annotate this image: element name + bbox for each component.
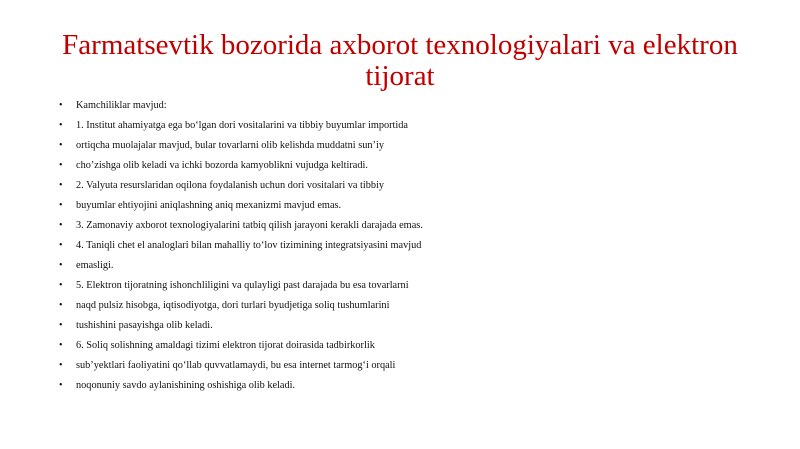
bullet-item: • emasligi.: [59, 259, 759, 279]
bullet-item: • sub’yektlari faoliyatini qo‘llab quvvatlamaydi, bu esa internet tarmog‘i orqali: [59, 359, 759, 379]
bullet-item: • 6. Soliq solishning amaldagi tizimi elektron tijorat doirasida tadbirkorlik: [59, 339, 759, 359]
bullet-item: • 3. Zamonaviy axborot texnologiyalarini tatbiq qilish jarayoni kerakli darajada emas.: [59, 219, 759, 239]
bullet-item: • Kamchiliklar mavjud:: [59, 99, 759, 119]
bullet-item: • 4. Taniqli chet el analoglari bilan mahalliy to‘lov tizimining integratsiyasini mavjud: [59, 239, 759, 259]
slide-title: Farmatsevtik bozorida axborot texnologiyalari va elektron tijorat: [62, 29, 738, 92]
bullet-item: • 2. Valyuta resurslaridan oqilona foydalanish uchun dori vositalari va tibbiy: [59, 179, 759, 199]
bullet-item: • 1. Institut ahamiyatga ega bo‘lgan dori vositalarini va tibbiy buyumlar importida: [59, 119, 759, 139]
bullet-list: [59, 99, 759, 399]
bullet-item: • cho’zishga olib keladi va ichki bozorda kamyoblikni vujudga keltiradi.: [59, 159, 759, 179]
bullet-item: • ortiqcha muolajalar mavjud, bular tovarlarni olib kelishda muddatni sun’iy: [59, 139, 759, 159]
bullet-item: • tushishini pasayishga olib keladi.: [59, 319, 759, 339]
bullet-item: • buyumlar ehtiyojini aniqlashning aniq mexanizmi mavjud emas.: [59, 199, 759, 219]
bullet-item: • naqd pulsiz hisobga, iqtisodiyotga, dori turlari byudjetiga soliq tushumlarini: [59, 299, 759, 319]
bullet-item: • noqonuniy savdo aylanishining oshishiga olib keladi.: [59, 379, 759, 399]
bullet-item: • 5. Elektron tijoratning ishonchliligini va qulayligi past darajada bu esa tovarlarni: [59, 279, 759, 299]
